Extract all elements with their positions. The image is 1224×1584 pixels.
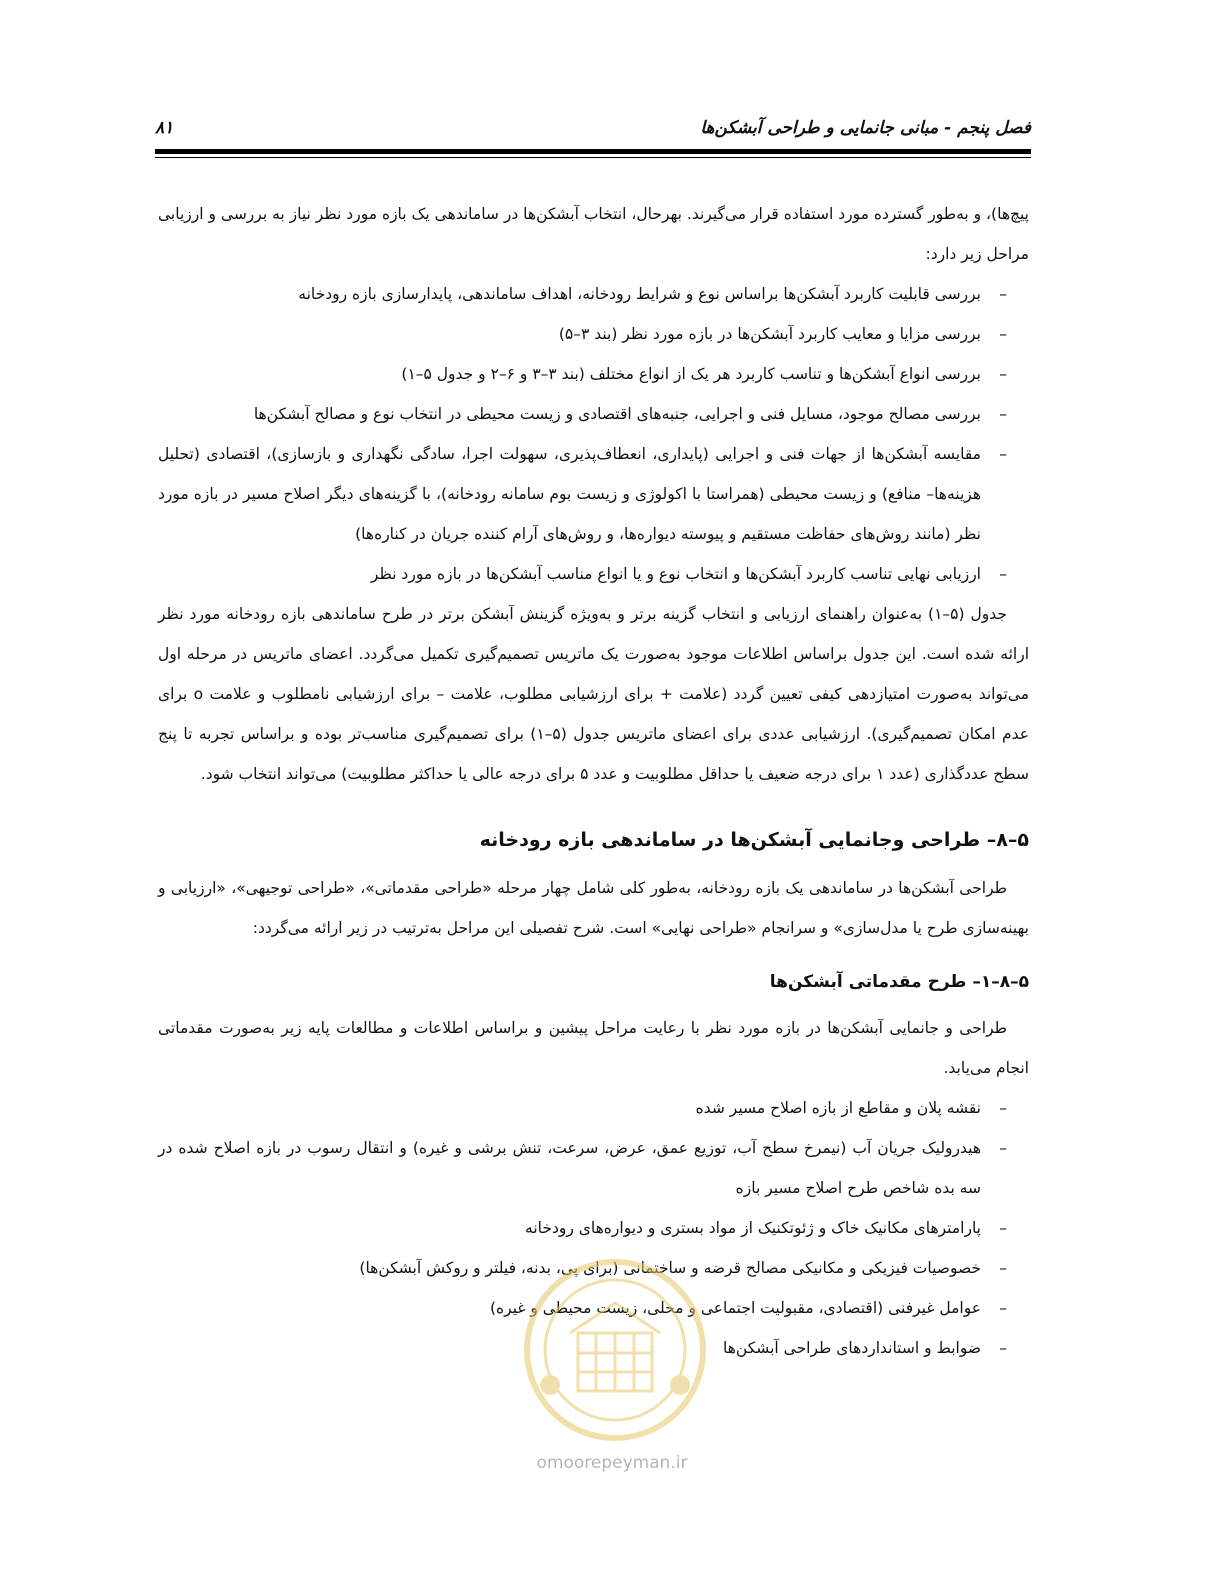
header-rule-thin	[155, 157, 1031, 158]
list-item-text: نقشه پلان و مقاطع از بازه اصلاح مسیر شده	[695, 1099, 981, 1117]
list-item	[158, 434, 1007, 554]
dash-bullet: –	[999, 405, 1007, 423]
header-rule-thick	[155, 149, 1031, 154]
chapter-title: فصل پنجم - مبانی جانمایی و طراحی آبشکن‌ها	[700, 118, 1031, 138]
dash-bullet: –	[999, 365, 1007, 383]
list-item-text: بررسی قابلیت کاربرد آبشکن‌ها براساس نوع و شرایط رودخانه، اهداف ساماندهی، پایدارسازی بازه رودخانه	[298, 285, 981, 303]
evaluation-steps-list	[158, 274, 1029, 594]
subsection-paragraph: طراحی و جانمایی آبشکن‌ها در بازه مورد نظر با رعایت مراحل پیشین و براساس اطلاعات و مطالعات پایه زیر به‌صورت مقدماتی انجام می‌یابد.	[158, 1019, 1029, 1077]
dash-bullet: –	[999, 1219, 1007, 1237]
page-header	[155, 118, 1031, 146]
list-item	[158, 554, 1007, 594]
list-item-text: عوامل غیرفنی (اقتصادی، مقبولیت اجتماعی و محلی، زیست محیطی و غیره)	[489, 1299, 981, 1317]
watermark-building-icon	[570, 1303, 660, 1391]
list-item-text: بررسی مزایا و معایب کاربرد آبشکن‌ها در بازه مورد نظر (بند ۳–۵)	[558, 325, 981, 343]
dash-bullet: –	[999, 565, 1007, 583]
list-item	[158, 394, 1007, 434]
dash-bullet: –	[999, 325, 1007, 343]
dash-bullet: –	[999, 285, 1007, 303]
list-item	[158, 354, 1007, 394]
dash-bullet: –	[999, 1339, 1007, 1357]
list-item-text: هیدرولیک جریان آب (نیمرخ سطح آب، توزیع عمق، عرض، سرعت، تنش برشی و غیره) و انتقال رسوب در بازه اصلاح شده در سه بده شاخص طرح اصلاح مسیر بازه	[158, 1139, 981, 1197]
list-item	[158, 274, 1007, 314]
list-item-text: ارزیابی نهایی تناسب کاربرد آبشکن‌ها و انتخاب نوع و یا انواع مناسب آبشکن‌ها در بازه مورد نظر	[370, 565, 981, 583]
dash-bullet: –	[999, 1259, 1007, 1277]
dash-bullet: –	[999, 1139, 1007, 1157]
list-item-text: خصوصیات فیزیکی و مکانیکی مصالح قرضه و ساختمانی (برای پی، بدنه، فیلتر و روکش آبشکن‌ها)	[359, 1259, 981, 1277]
list-item	[158, 1208, 1007, 1248]
list-item-text: بررسی انواع آبشکن‌ها و تناسب کاربرد هر یک از انواع مختلف (بند ۳–۳ و ۶–۲ و جدول ۵–۱)	[401, 365, 981, 383]
page-number: ۸۱	[155, 118, 174, 138]
table-guide-paragraph: جدول (۵–۱) به‌عنوان راهنمای ارزیابی و انتخاب گزینه برتر و به‌ویژه گزینش آبشکن برتر در طرح ساماندهی بازه رودخانه مورد نظر ارائه شده است. این جدول براساس اطلاعات موجود به‌صورت یک ماتریس تصمیم‌گیری تکمیل می‌گردد. اعضای ماتریس در مرحله اول می‌تواند به‌صورت امتیازدهی کیفی تعیین گردد (علامت + برای ارزشیابی مطلوب، علامت – برای ارزشیابی نامطلوب و علامت o برای عدم امکان تصمیم‌گیری). ارزشیابی عددی برای اعضای ماتریس جدول (۵–۱) برای تصمیم‌گیری مناسب‌تر بوده و براساس تجربه تا پنج سطح عددگذاری (عدد ۱ برای درجه ضعیف یا حداقل مطلوبیت و عدد ۵ برای درجه عالی یا حداکثر مطلوبیت) می‌تواند انتخاب شود.	[158, 605, 1030, 783]
intro-paragraph: پیچ‌ها)، و به‌طور گسترده مورد استفاده قرار می‌گیرند. بهرحال، انتخاب آبشکن‌ها در ساماندهی یک بازه مورد نظر نیاز به بررسی و ارزیابی مراحل زیر دارد:	[158, 205, 1029, 263]
dash-bullet: –	[999, 1099, 1007, 1117]
list-item	[158, 1128, 1007, 1208]
list-item-text: پارامترهای مکانیک خاک و ژئوتکنیک از مواد بستری و دیواره‌های رودخانه	[525, 1219, 981, 1237]
dash-bullet: –	[999, 445, 1007, 463]
list-item	[158, 1088, 1007, 1128]
watermark-site-text: omoorepeyman.ir	[536, 1453, 688, 1473]
page-content	[158, 194, 1029, 1368]
list-item	[158, 314, 1007, 354]
dash-bullet: –	[999, 1299, 1007, 1317]
subsection-heading: ۵–۸–۱– طرح مقدماتی آبشکن‌ها	[769, 972, 1029, 992]
section-paragraph: طراحی آبشکن‌ها در ساماندهی یک بازه رودخانه، به‌طور کلی شامل چهار مرحله «طراحی مقدماتی»، «طراحی توجیهی»، «ارزیابی و بهینه‌سازی طرح یا مدل‌سازی» و سرانجام «طراحی نهایی» است. شرح تفصیلی این مراحل به‌ترتیب در زیر ارائه می‌گردد:	[158, 879, 1029, 937]
list-item-text: بررسی مصالح موجود، مسایل فنی و اجرایی، جنبه‌های اقتصادی و زیست محیطی در انتخاب نوع و مصالح آبشکن‌ها	[253, 405, 981, 423]
section-heading: ۵–۸– طراحی وجانمایی آبشکن‌ها در ساماندهی بازه رودخانه	[479, 829, 1029, 851]
watermark-logo	[520, 1255, 710, 1445]
list-item-text: ضوابط و استانداردهای طراحی آبشکن‌ها	[723, 1339, 981, 1357]
list-item-text: مقایسه آبشکن‌ها از جهات فنی و اجرایی (پایداری، انعطاف‌پذیری، سهولت اجرا، سادگی نگهداری و بازسازی)، اقتصادی (تحلیل هزینه‌ها– منافع) و زیست محیطی (همراستا با اکولوژی و زیست بوم سامانه رودخانه)، با گزینه‌های دیگر اصلاح مسیر در بازه مورد نظر (مانند روش‌های حفاظت مستقیم و پیوسته دیواره‌ها، و روش‌های آرام کننده جریان در کناره‌ها)	[158, 445, 981, 543]
